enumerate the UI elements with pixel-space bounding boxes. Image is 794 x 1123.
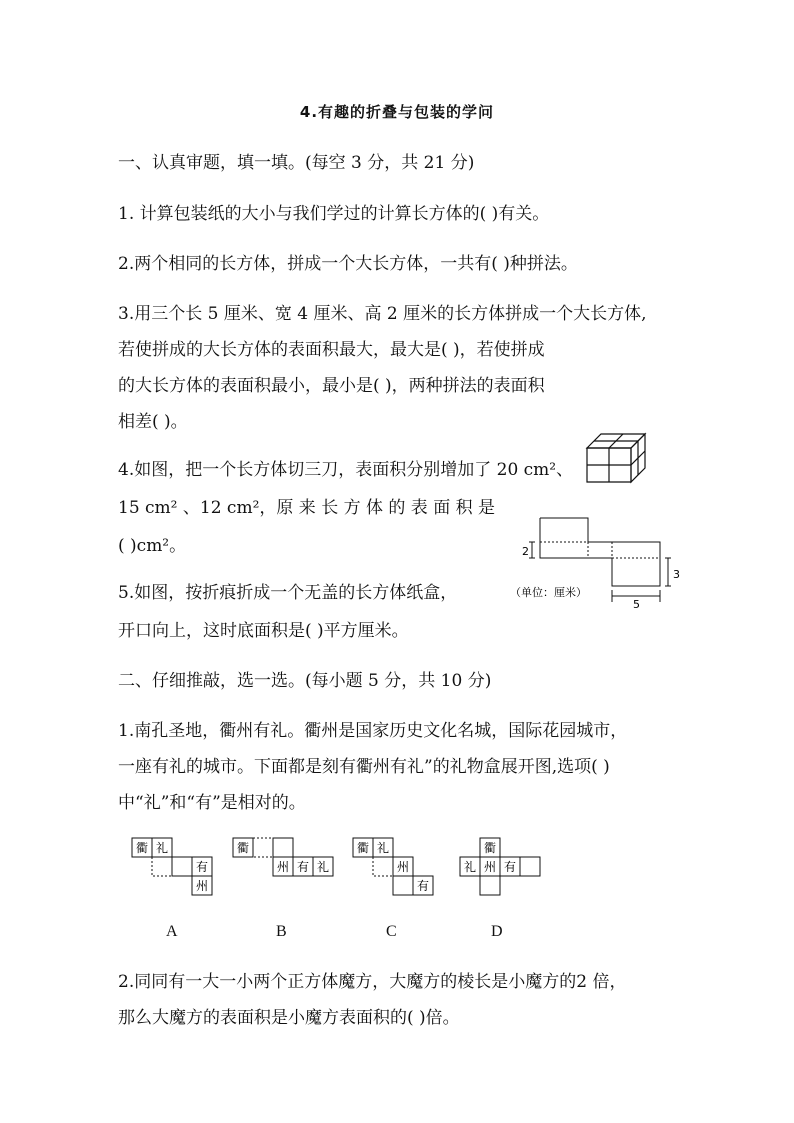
net-c-cell-li: 礼 bbox=[377, 841, 390, 855]
question-1-4-line1: 4.如图，把一个长方体切三刀，表面积分别增加了 20 cm²、 bbox=[118, 460, 574, 480]
net-option-a bbox=[131, 836, 221, 898]
question-1-5-line1: 5.如图，按折痕折成一个无盖的长方体纸盒， bbox=[118, 583, 458, 603]
option-label-d[interactable]: D bbox=[491, 923, 503, 940]
net-option-b bbox=[232, 836, 336, 878]
net-d-cell-qu: 衢 bbox=[484, 841, 497, 855]
net-d-cell-li: 礼 bbox=[464, 860, 477, 874]
net-option-c bbox=[352, 836, 442, 898]
net-d-cell-you: 有 bbox=[504, 860, 517, 874]
cut-cuboid-figure bbox=[585, 432, 655, 484]
question-1-4-line3: ( )cm²。 bbox=[118, 536, 187, 556]
question-1-3-line2: 若使拼成的大长方体的表面积最大，最大是( )，若使拼成 bbox=[118, 340, 545, 360]
option-label-a[interactable]: A bbox=[166, 923, 178, 940]
net-d-cell-zhou: 州 bbox=[484, 860, 497, 874]
question-1-4-line2: 15 cm² 、12 cm²，原 来 长 方 体 的 表 面 积 是 bbox=[118, 498, 496, 518]
question-1-5-line2: 开口向上，这时底面积是( )平方厘米。 bbox=[118, 621, 409, 641]
box-net-figure bbox=[510, 514, 690, 614]
net-b-cell-zhou: 州 bbox=[277, 860, 290, 874]
question-2-1-line1: 1.南孔圣地，衢州有礼。衢州是国家历史文化名城，国际花园城市， bbox=[118, 721, 628, 741]
net-c-cell-qu: 衢 bbox=[357, 841, 370, 855]
question-1-1: 1. 计算包装纸的大小与我们学过的计算长方体的( )有关。 bbox=[118, 204, 550, 224]
question-1-3-line3: 的大长方体的表面积最小，最小是( )，两种拼法的表面积 bbox=[118, 376, 545, 396]
question-2-2-line1: 2.同同有一大一小两个正方体魔方，大魔方的棱长是小魔方的2 倍， bbox=[118, 972, 627, 992]
unit-label: （单位：厘米） bbox=[510, 586, 587, 599]
net-option-d bbox=[456, 836, 542, 898]
page-title: 4.有趣的折叠与包装的学问 bbox=[299, 103, 495, 121]
section1-heading: 一、认真审题，填一填。(每空 3 分，共 21 分) bbox=[118, 153, 475, 173]
question-1-3-line4: 相差( )。 bbox=[118, 412, 188, 432]
net-a-cell-you: 有 bbox=[196, 860, 209, 874]
net-a-cell-qu: 衢 bbox=[136, 841, 149, 855]
net-b-cell-li: 礼 bbox=[317, 860, 330, 874]
question-1-3-line1: 3.用三个长 5 厘米、宽 4 厘米、高 2 厘米的长方体拼成一个大长方体, bbox=[118, 304, 647, 324]
net-b-cell-qu: 衢 bbox=[237, 841, 250, 855]
net-c-cell-you: 有 bbox=[417, 879, 430, 893]
section2-heading: 二、仔细推敲，选一选。(每小题 5 分，共 10 分) bbox=[118, 671, 492, 691]
dim-label-5: 5 bbox=[633, 598, 640, 611]
net-b-cell-you: 有 bbox=[297, 860, 310, 874]
question-1-2: 2.两个相同的长方体，拼成一个大长方体，一共有( )种拼法。 bbox=[118, 254, 578, 274]
option-label-b[interactable]: B bbox=[276, 923, 287, 940]
net-c-cell-zhou: 州 bbox=[397, 860, 410, 874]
question-2-2-line2: 那么大魔方的表面积是小魔方表面积的( )倍。 bbox=[118, 1008, 460, 1028]
question-2-1-line3: 中“礼”和“有”是相对的。 bbox=[118, 793, 306, 813]
net-a-cell-li: 礼 bbox=[156, 841, 169, 855]
dim-label-3: 3 bbox=[673, 568, 680, 581]
question-2-1-line2: 一座有礼的城市。下面都是刻有衢州有礼”的礼物盒展开图,选项( ) bbox=[118, 757, 610, 777]
dim-label-2: 2 bbox=[522, 545, 529, 558]
net-a-cell-zhou: 州 bbox=[196, 879, 209, 893]
option-label-c[interactable]: C bbox=[386, 923, 397, 940]
